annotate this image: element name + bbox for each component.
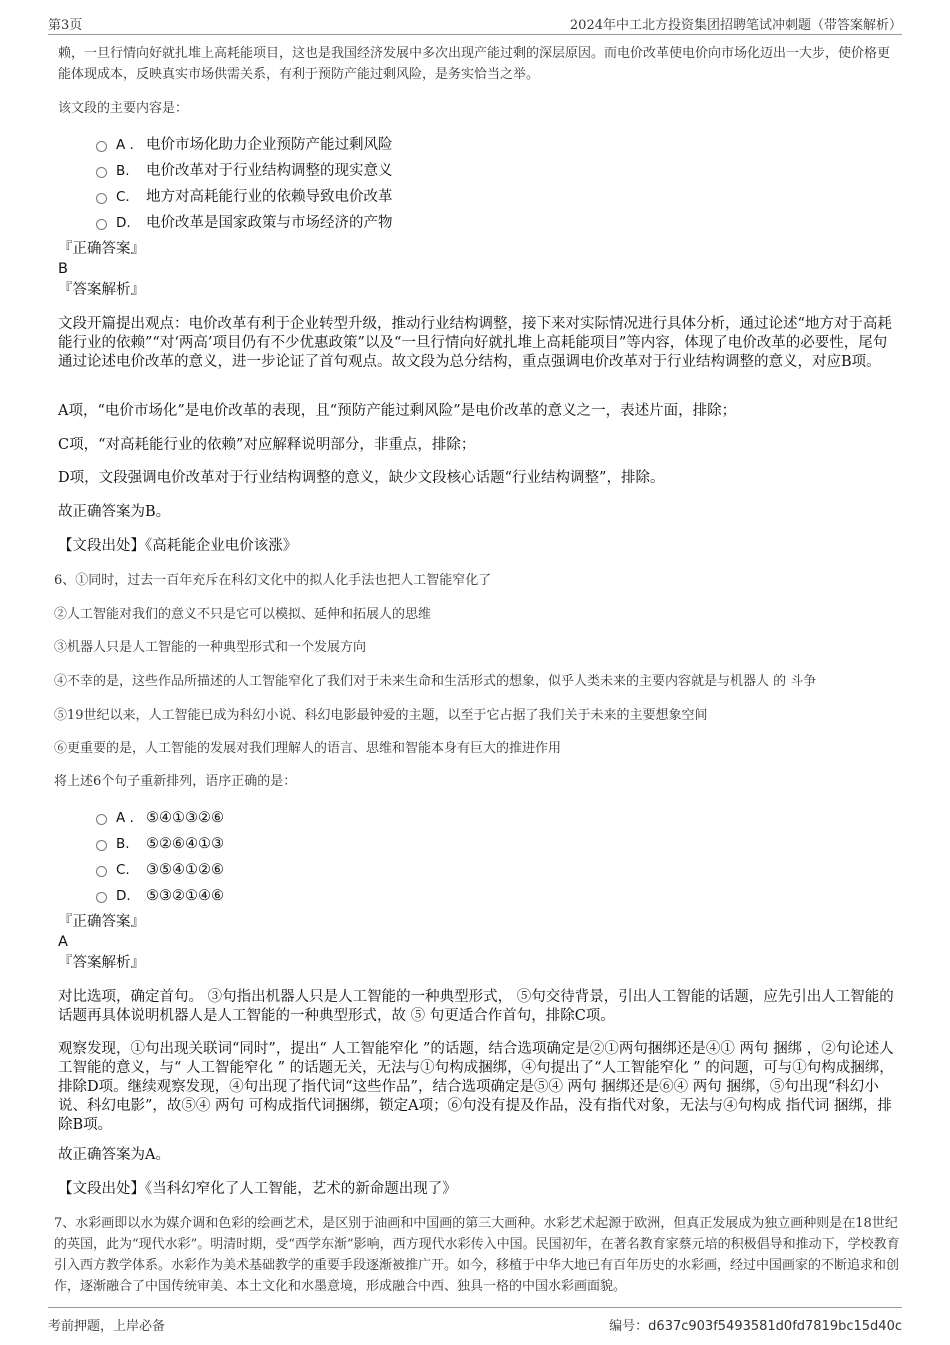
q5-analysis-paragraph: A项，“电价市场化”是电价改革的表现，且“预防产能过剩风险”是电价改革的意义之一，表述片面，排除； [58, 403, 737, 419]
q6-answer-label: 『正确答案』 [58, 914, 145, 930]
q5-option-a[interactable]: A . 电价市场化助力企业预防产能过剩风险 [96, 135, 393, 155]
q6-analysis-label: 『答案解析』 [58, 955, 145, 971]
q5-question: 该文段的主要内容是： [58, 101, 189, 116]
radio-button[interactable] [96, 193, 107, 204]
radio-button[interactable] [96, 141, 107, 152]
radio-button[interactable] [96, 167, 107, 178]
q5-analysis-label: 『答案解析』 [58, 282, 145, 298]
q6-option-c[interactable]: C. ③⑤④①②⑥ [96, 860, 224, 880]
q5-source: 【文段出处】《高耗能企业电价该涨》 [58, 538, 298, 554]
radio-button[interactable] [96, 219, 107, 230]
q6-source: 【文段出处】《当科幻窄化了人工智能，艺术的新命题出现了》 [58, 1181, 457, 1197]
page-header [48, 12, 902, 35]
q6-sentence: 6、①同时，过去一百年充斥在科幻文化中的拟人化手法也把人工智能窄化了 [54, 573, 492, 588]
radio-button[interactable] [96, 840, 107, 851]
document-title: 2024年中工北方投资集团招聘笔试冲刺题（带答案解析） [569, 18, 902, 33]
q5-answer-label: 『正确答案』 [58, 241, 145, 257]
q6-sentence: ⑥更重要的是，人工智能的发展对我们理解人的语言、思维和智能本身有巨大的推进作用 [54, 741, 562, 756]
q5-passage-tail: 赖，一旦行情向好就扎堆上高耗能项目，这也是我国经济发展中多次出现产能过剩的深层原因。而电价改革使电价向市场化迈出一大步，使价格更能体现成本，反映真实市场供需关系，有利于预防产能过剩风险，是务实恰当之举。 [58, 46, 891, 82]
radio-button[interactable] [96, 866, 107, 877]
page-footer [48, 1307, 902, 1334]
q5-option-b[interactable]: B. 电价改革对于行业结构调整的现实意义 [96, 161, 393, 181]
q6-analysis-paragraph: 对比选项，确定首句。 ③句指出机器人只是人工智能的一种典型形式， ⑤句交待背景，引出人工智能的话题，应先引出人工智能的话题再具体说明机器人是人工智能的一种典型形式，故 ⑤ 句更适合作首句，排除C项。 [58, 989, 894, 1024]
footer-slogan: 考前押题，上岸必备 [48, 1319, 166, 1334]
q5-analysis-paragraph: C项，“对高耗能行业的依赖”对应解释说明部分，非重点，排除； [58, 437, 476, 453]
q5-option-c[interactable]: C. 地方对高耗能行业的依赖导致电价改革 [96, 187, 393, 207]
q6-option-b[interactable]: B. ⑤②⑥④①③ [96, 834, 224, 854]
q5-analysis-paragraph: 文段开篇提出观点：电价改革有利于企业转型升级，推动行业结构调整，接下来对实际情况进行具体分析，通过论述“地方对于高耗能行业的依赖”“对‘两高’项目仍有不少优惠政策”以及“一旦行情向好就扎堆上高耗能项目”等内容，体现了电价改革的必要性，尾句通过论述电价改革的意义，进一步论证了首句观点。故文段为总分结构，重点强调电价改革对于行业结构调整的意义，对应B项。 [58, 316, 892, 370]
q5-answer: B [58, 261, 68, 277]
document-id: 编号：d637c903f5493581d0fd7819bc15d40c [609, 1319, 902, 1334]
radio-button[interactable] [96, 892, 107, 903]
q6-sentence: ⑤19世纪以来，人工智能已成为科幻小说、科幻电影最钟爱的主题，以至于它占据了我们关于未来的主要想象空间 [54, 708, 708, 723]
q6-analysis-paragraph: 观察发现，①句出现关联词“同时”，提出“ 人工智能窄化 ”的话题，结合选项确定是②①两句捆绑还是④① 两句 捆绑 ，②句论述人工智能的意义，与“ 人工智能窄化 ” 的话题无关，无法与①句构成捆绑，④句提出了“人工智能窄化 ” 的问题，可与①句构成捆绑，排除D项。继续观察发现，④句出现了指代词“这些作品”，结合选项确定是⑤④ 两句 捆绑还是⑥④ 两句 捆绑，⑤句出现“科幻小说、科幻电影”，故⑤④ 两句 可构成指代词捆绑，锁定A项；⑥句没有提及作品，没有指代对象，无法与④句构成 指代词 捆绑，排除B项。 [58, 1041, 894, 1133]
q7-passage: 7、水彩画即以水为媒介调和色彩的绘画艺术，是区别于油画和中国画的第三大画种。水彩艺术起源于欧洲，但真正发展成为独立画种则是在18世纪的英国，此为“现代水彩”。明清时期，受“西学东渐”影响，西方现代水彩传入中国。民国初年，在著名教育家蔡元培的积极倡导和推动下，学校教育引入西方教学体系。水彩作为美术基础教学的重要手段逐渐被推广开。如今，移植于中华大地已有百年历史的水彩画，经过中国画家的不断追求和创作，逐渐融合了中国传统审美、本土文化和水墨意境，形成融合中西、独具一格的中国水彩画面貌。 [54, 1216, 900, 1294]
q5-conclusion: 故正确答案为B。 [58, 504, 171, 520]
radio-button[interactable] [96, 814, 107, 825]
q6-option-a[interactable]: A . ⑤④①③②⑥ [96, 808, 224, 828]
q6-option-d[interactable]: D. ⑤③②①④⑥ [96, 886, 224, 906]
q5-option-d[interactable]: D. 电价改革是国家政策与市场经济的产物 [96, 213, 393, 233]
q5-analysis-paragraph: D项，文段强调电价改革对于行业结构调整的意义，缺少文段核心话题“行业结构调整”，排除。 [58, 470, 665, 486]
q6-sentence: ③机器人只是人工智能的一种典型形式和一个发展方向 [54, 640, 367, 655]
q6-sentence: ④不幸的是，这些作品所描述的人工智能窄化了我们对于未来生命和生活形式的想象，似乎人类未来的主要内容就是与机器人 的 斗争 [54, 674, 817, 689]
page-number: 第3页 [48, 18, 83, 33]
q6-answer: A [58, 934, 68, 950]
q6-conclusion: 故正确答案为A。 [58, 1147, 170, 1163]
q6-sentence: ②人工智能对我们的意义不只是它可以模拟、延伸和拓展人的思维 [54, 607, 432, 622]
q6-question: 将上述6个句子重新排列，语序正确的是： [54, 774, 297, 789]
